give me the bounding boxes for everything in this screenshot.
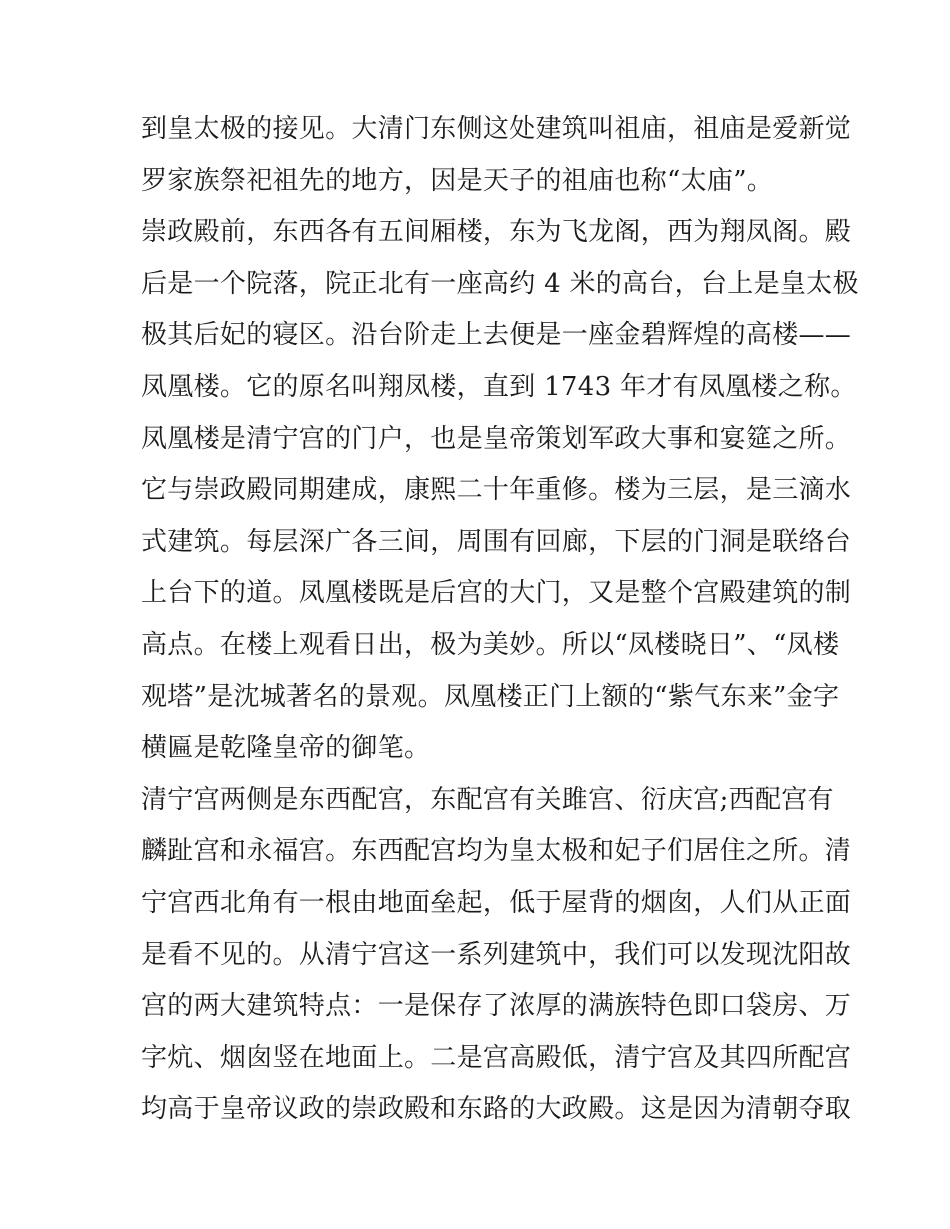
text-line: 罗家族祭祀祖先的地方，因是天子的祖庙也称“太庙”。 (141, 165, 774, 196)
text-line: 麟趾宫和永福宫。东西配宫均为皇太极和妃子们居住之所。清 (141, 836, 852, 867)
text-line: 横匾是乾隆皇帝的御笔。 (141, 733, 431, 764)
text-line: 均高于皇帝议政的崇政殿和东路的大政殿。这是因为清朝夺取 (141, 1094, 852, 1125)
text-line: 观塔”是沈城著名的景观。凤凰楼正门上额的“紫气东来”金字 (141, 681, 840, 712)
text-line: 后是一个院落，院正北有一座高约 4 米的高台，台上是皇太极 (141, 268, 859, 299)
text-line: 字炕、烟囱竖在地面上。二是宫高殿低，清宁宫及其四所配宫 (141, 1042, 852, 1073)
text-line: 式建筑。每层深广各三间，周围有回廊，下层的门洞是联络台 (141, 526, 852, 557)
text-line: 上台下的道。凤凰楼既是后宫的大门，又是整个宫殿建筑的制 (141, 578, 852, 609)
text-line: 它与崇政殿同期建成，康熙二十年重修。楼为三层，是三滴水 (141, 475, 852, 506)
text-line: 凤凰楼。它的原名叫翔凤楼，直到 1743 年才有凤凰楼之称。 (141, 371, 857, 402)
text-line: 是看不见的。从清宁宫这一系列建筑中，我们可以发现沈阳故 (141, 939, 852, 970)
text-line: 凤凰楼是清宁宫的门户，也是皇帝策划军政大事和宴筵之所。 (141, 423, 852, 454)
text-line: 到皇太极的接见。大清门东侧这处建筑叫祖庙，祖庙是爱新觉 (141, 114, 852, 144)
text-line: 宫的两大建筑特点：一是保存了浓厚的满族特色即口袋房、万 (141, 991, 852, 1022)
text-line: 崇政殿前，东西各有五间厢楼，东为飞龙阁，西为翔凤阁。殿 (141, 217, 852, 248)
text-line: 极其后妃的寝区。沿台阶走上去便是一座金碧辉煌的高楼—— (141, 320, 852, 351)
body-text (141, 104, 859, 1136)
text-line: 宁宫西北角有一根由地面垒起，低于屋背的烟囱，人们从正面 (141, 887, 852, 918)
text-line: 清宁宫两侧是东西配宫，东配宫有关雎宫、衍庆宫;西配宫有 (141, 784, 834, 815)
text-line: 高点。在楼上观看日出，极为美妙。所以“凤楼晓日”、“凤楼 (141, 629, 840, 660)
